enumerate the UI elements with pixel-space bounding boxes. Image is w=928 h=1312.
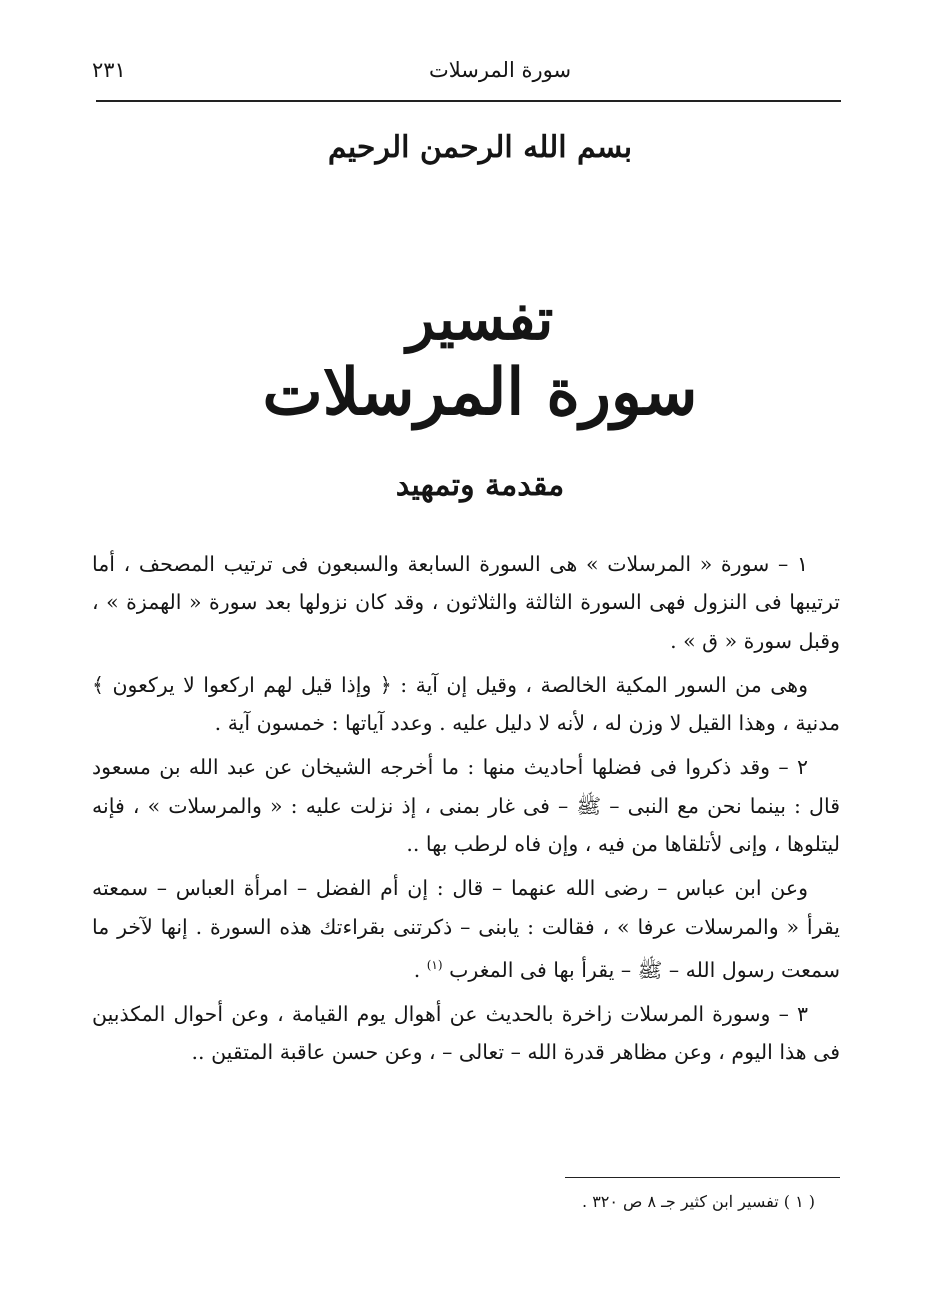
body-text	[92, 545, 840, 1078]
section-heading: مقدمة وتمهيد	[395, 468, 565, 503]
basmala: بسم الله الرحمن الرحيم	[327, 130, 633, 165]
paragraph-4	[92, 869, 840, 989]
running-header: سورة المرسلات	[428, 58, 572, 82]
paragraph-4-text: وعن ابن عباس – رضى الله عنهما – قال : إن أم الفضل – امرأة العباس – سمعته يقرأ « والمرسلات عرفا » ، فقالت : يابنى – ذكرتنى بقراءتك هذه السورة . إنها لآخر ما سمعت رسول الله – ﷺ – يقرأ بها فى المغرب	[92, 876, 840, 982]
page-number: ٢٣١	[92, 58, 126, 82]
footnote-marker[interactable]: (١)	[426, 957, 443, 972]
paragraph-3: ٢ – وقد ذكروا فى فضلها أحاديث منها : ما أخرجه الشيخان عن عبد الله بن مسعود قال : بينما نحن مع النبى – ﷺ – فى غار بمنى ، إذ نزلت عليه : « والمرسلات » ، فإنه ليتلوها ، وإنى لأتلقاها من فيه ، وإن فاه لرطب بها ..	[92, 755, 840, 857]
footnote: ( ١ ) تفسير ابن كثير جـ ٨ ص ٣٢٠ .	[582, 1192, 815, 1211]
footnote-rule	[565, 1177, 840, 1178]
paragraph-1: ١ – سورة « المرسلات » هى السورة السابعة والسبعون فى ترتيب المصحف ، أما ترتيبها فى النزول فهى السورة الثالثة والثلاثون ، وقد كان نزولها بعد سورة « الهمزة » ، وقبل سورة « ق » .	[92, 552, 840, 653]
paragraph-4-end: .	[413, 957, 427, 982]
title-tafsir: تفسير	[406, 285, 554, 353]
title-surah-name: سورة المرسلات	[262, 355, 698, 430]
paragraph-2: وهى من السور المكية الخالصة ، وقيل إن آية : ﴿ وإذا قيل لهم اركعوا لا يركعون ﴾ مدنية ، وهذا القيل لا وزن له ، لأنه لا دليل عليه . وعدد آياتها : خمسون آية .	[92, 672, 840, 736]
header-rule	[96, 100, 841, 102]
paragraph-5: ٣ – وسورة المرسلات زاخرة بالحديث عن أهوال يوم القيامة ، وعن أحوال المكذبين فى هذا اليوم ، وعن مظاهر قدرة الله – تعالى – ، وعن حسن عاقبة المتقين ..	[92, 1002, 840, 1065]
